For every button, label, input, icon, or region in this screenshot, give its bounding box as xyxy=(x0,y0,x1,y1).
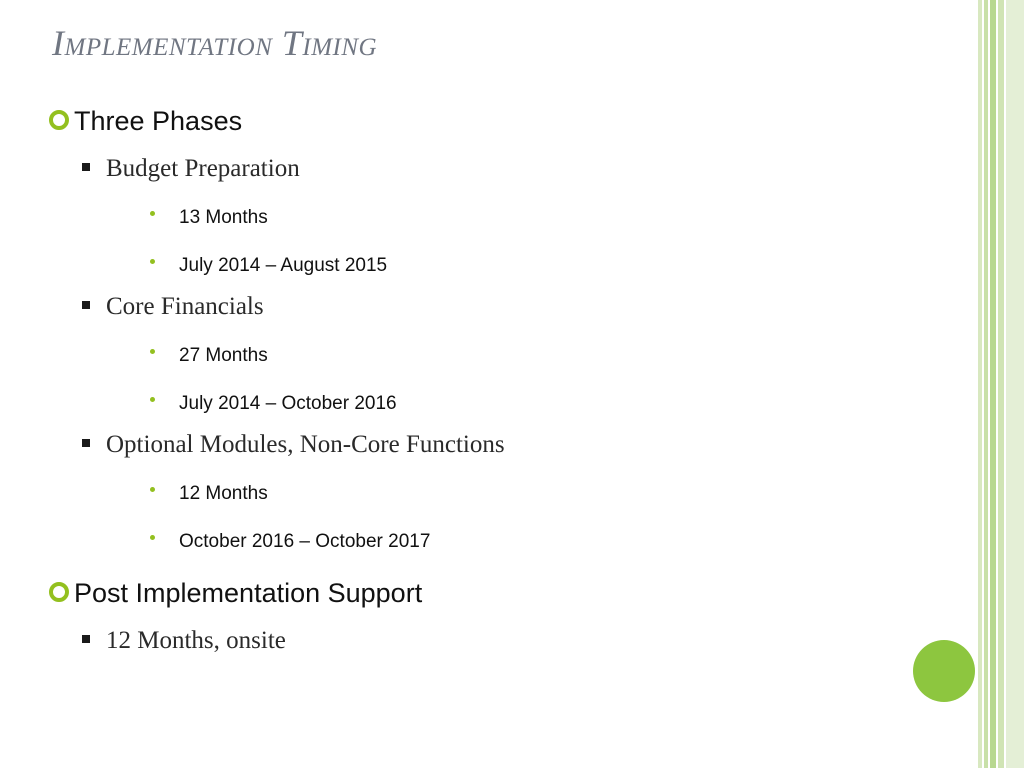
section-heading xyxy=(49,106,242,137)
detail-item xyxy=(150,255,387,277)
decorative-stripe xyxy=(978,0,982,768)
detail-text: 27 Months xyxy=(179,345,268,366)
detail-item xyxy=(150,531,430,553)
decorative-circle xyxy=(913,640,975,702)
dot-bullet-icon xyxy=(150,397,155,402)
square-bullet-icon xyxy=(82,163,90,171)
dot-bullet-icon xyxy=(150,535,155,540)
ring-bullet-icon xyxy=(49,582,69,602)
list-item-label: 12 Months, onsite xyxy=(106,627,286,654)
list-item xyxy=(82,627,286,655)
decorative-stripe xyxy=(1006,0,1024,768)
list-item xyxy=(82,293,264,321)
list-item-label: Core Financials xyxy=(106,293,264,320)
section-heading xyxy=(49,578,422,609)
decorative-stripe xyxy=(984,0,988,768)
square-bullet-icon xyxy=(82,635,90,643)
square-bullet-icon xyxy=(82,439,90,447)
detail-text: October 2016 – October 2017 xyxy=(179,531,431,552)
detail-text: July 2014 – October 2016 xyxy=(179,393,397,414)
detail-text: 12 Months xyxy=(179,483,268,504)
detail-text: July 2014 – August 2015 xyxy=(179,255,388,276)
detail-item xyxy=(150,483,268,505)
detail-text: 13 Months xyxy=(179,207,268,228)
detail-item xyxy=(150,207,268,229)
dot-bullet-icon xyxy=(150,259,155,264)
decorative-stripe xyxy=(998,0,1004,768)
list-item xyxy=(82,431,505,459)
dot-bullet-icon xyxy=(150,349,155,354)
list-item xyxy=(82,155,300,183)
square-bullet-icon xyxy=(82,301,90,309)
section-heading-text: Three Phases xyxy=(74,106,243,136)
detail-item xyxy=(150,393,397,415)
list-item-label: Budget Preparation xyxy=(106,155,300,182)
ring-bullet-icon xyxy=(49,110,69,130)
dot-bullet-icon xyxy=(150,487,155,492)
slide-title: Implementation Timing xyxy=(52,23,378,63)
decorative-stripe xyxy=(990,0,996,768)
detail-item xyxy=(150,345,268,367)
dot-bullet-icon xyxy=(150,211,155,216)
section-heading-text: Post Implementation Support xyxy=(74,578,423,608)
list-item-label: Optional Modules, Non-Core Functions xyxy=(106,431,505,458)
